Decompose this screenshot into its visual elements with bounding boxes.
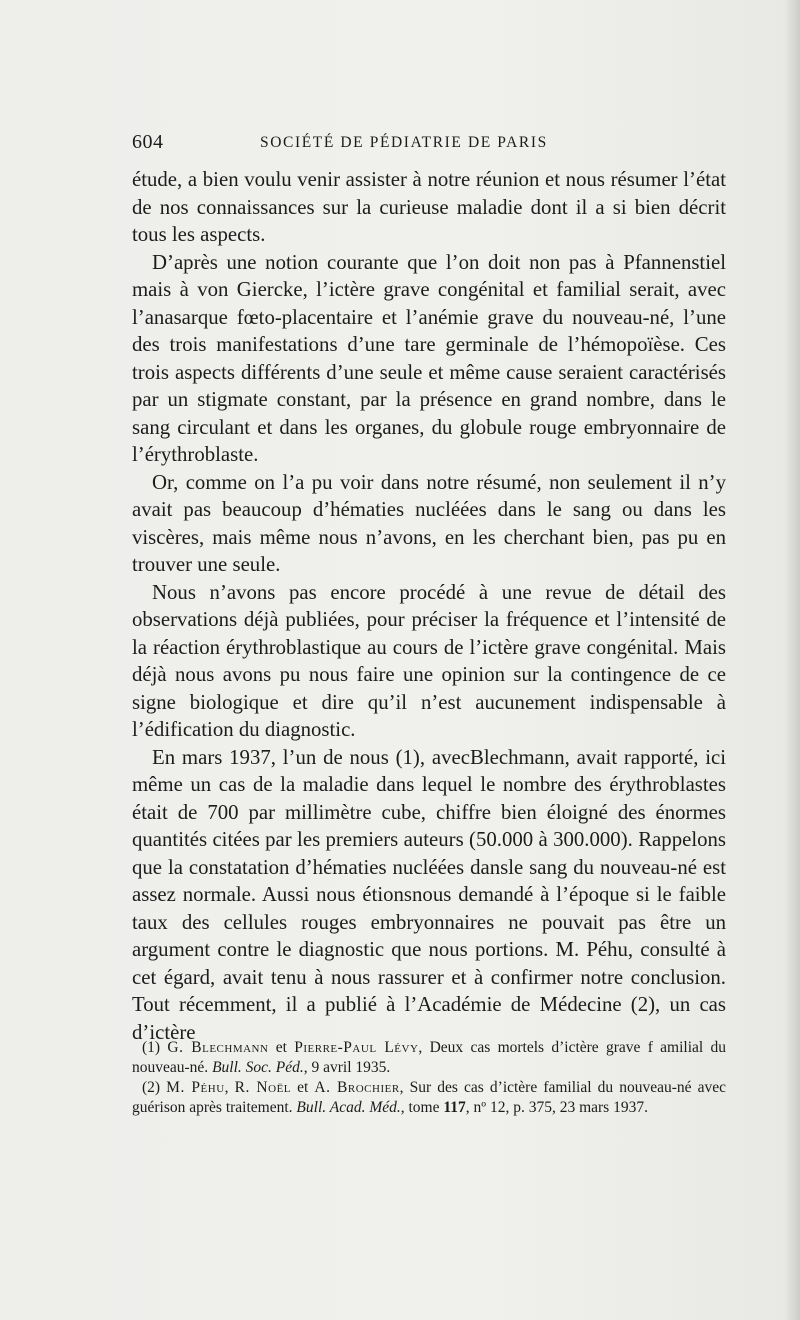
paragraph-1: étude, a bien voulu venir assister à notre réunion et nous résumer l’état de nos connaissances sur la curieuse maladie dont il a si bien décrit tous les aspects.: [132, 168, 726, 246]
page-header: [132, 131, 732, 155]
footnote-1: [132, 1038, 726, 1078]
footnote-author: A. Brochier: [314, 1079, 400, 1096]
footnote-conjunction: et: [275, 1039, 287, 1056]
footnote-separator: ,: [224, 1079, 229, 1096]
footnote-title: , Sur des cas d’ictère familial du nouveau-né avec guérison après traitement.: [132, 1079, 726, 1116]
paragraph-4: Nous n’avons pas encore procédé à une revue de détail des observations déjà publiées, pour préciser la fréquence et l’intensité de la réaction érythroblastique au cours de l’ictère grave congénital. Mais déjà nous avons pu nous faire une opinion sur la contingence de ce signe biologique et dire qu’il n’est aucunement indispensable à l’édification du diagnostic.: [132, 580, 726, 741]
footnote-author: R. Noël: [234, 1079, 292, 1096]
footnote-journal: Bull. Acad. Méd.: [296, 1099, 401, 1116]
footnote-tome: 117: [443, 1099, 466, 1116]
footnote-title: , Deux cas mortels d’ictère grave f amilial du nouveau-né.: [132, 1039, 727, 1076]
footnote-author: G. Blechmann: [167, 1039, 269, 1056]
footnote-rest: , nº 12, p. 375, 23 mars 1937.: [465, 1099, 648, 1116]
footnote-tome-label: , tome: [400, 1099, 440, 1116]
footnote-marker: (2): [142, 1079, 161, 1096]
footnote-2: [132, 1078, 726, 1118]
page-edge-shadow: [784, 0, 800, 1320]
body-text: [132, 166, 726, 1046]
paragraph-3: Or, comme on l’a pu voir dans notre résumé, non seulement il n’y avait pas beaucoup d’hématies nucléées dans le sang ou dans les viscères, mais même nous n’avons, en les cherchant bien, pas pu en trouver une seule.: [132, 470, 726, 576]
footnote-date: , 9 avril 1935.: [303, 1059, 391, 1076]
footnote-marker: (1): [142, 1039, 161, 1056]
running-title: SOCIÉTÉ DE PÉDIATRIE DE PARIS: [260, 134, 548, 151]
paragraph-2: D’après une notion courante que l’on doit non pas à Pfannenstiel mais à von Giercke, l’ictère grave congénital et familial serait, avec l’anasarque fœto-placentaire et l’anémie grave du nouveau-né, l’une des trois manifestations d’une tare germinale de l’hémopoïèse. Ces trois aspects différents d’une seule et même cause seraient caractérisés par un stigmate constant, par la présence en grand nombre, dans le sang circulant et dans les organes, du globule rouge embryonnaire de l’érythroblaste.: [132, 250, 726, 466]
footnote-conjunction: et: [297, 1079, 309, 1096]
footnote-author: Pierre-Paul Lévy: [294, 1039, 419, 1056]
paragraph-5: En mars 1937, l’un de nous (1), avecBlechmann, avait rapporté, ici même un cas de la maladie dans lequel le nombre des érythroblastes était de 700 par millimètre cube, chiffre bien éloigné des énormes quantités citées par les premiers auteurs (50.000 à 300.000). Rappelons que la constatation d’hématies nucléées dansle sang du nouveau-né est assez normale. Aussi nous étionsnous demandé à l’époque si le faible taux des cellules rouges embryonnaires ne pouvait pas être un argument contre le diagnostic que nous portions. M. Péhu, consulté à cet égard, avait tenu à nous rassurer et à confirmer notre conclusion. Tout récemment, il a publié à l’Académie de Médecine (2), un cas d’ictère: [132, 745, 726, 1044]
page-number: 604: [132, 131, 164, 153]
footnotes: [132, 1038, 726, 1118]
footnote-author: M. Péhu: [166, 1079, 225, 1096]
footnote-journal: Bull. Soc. Péd.: [212, 1059, 304, 1076]
